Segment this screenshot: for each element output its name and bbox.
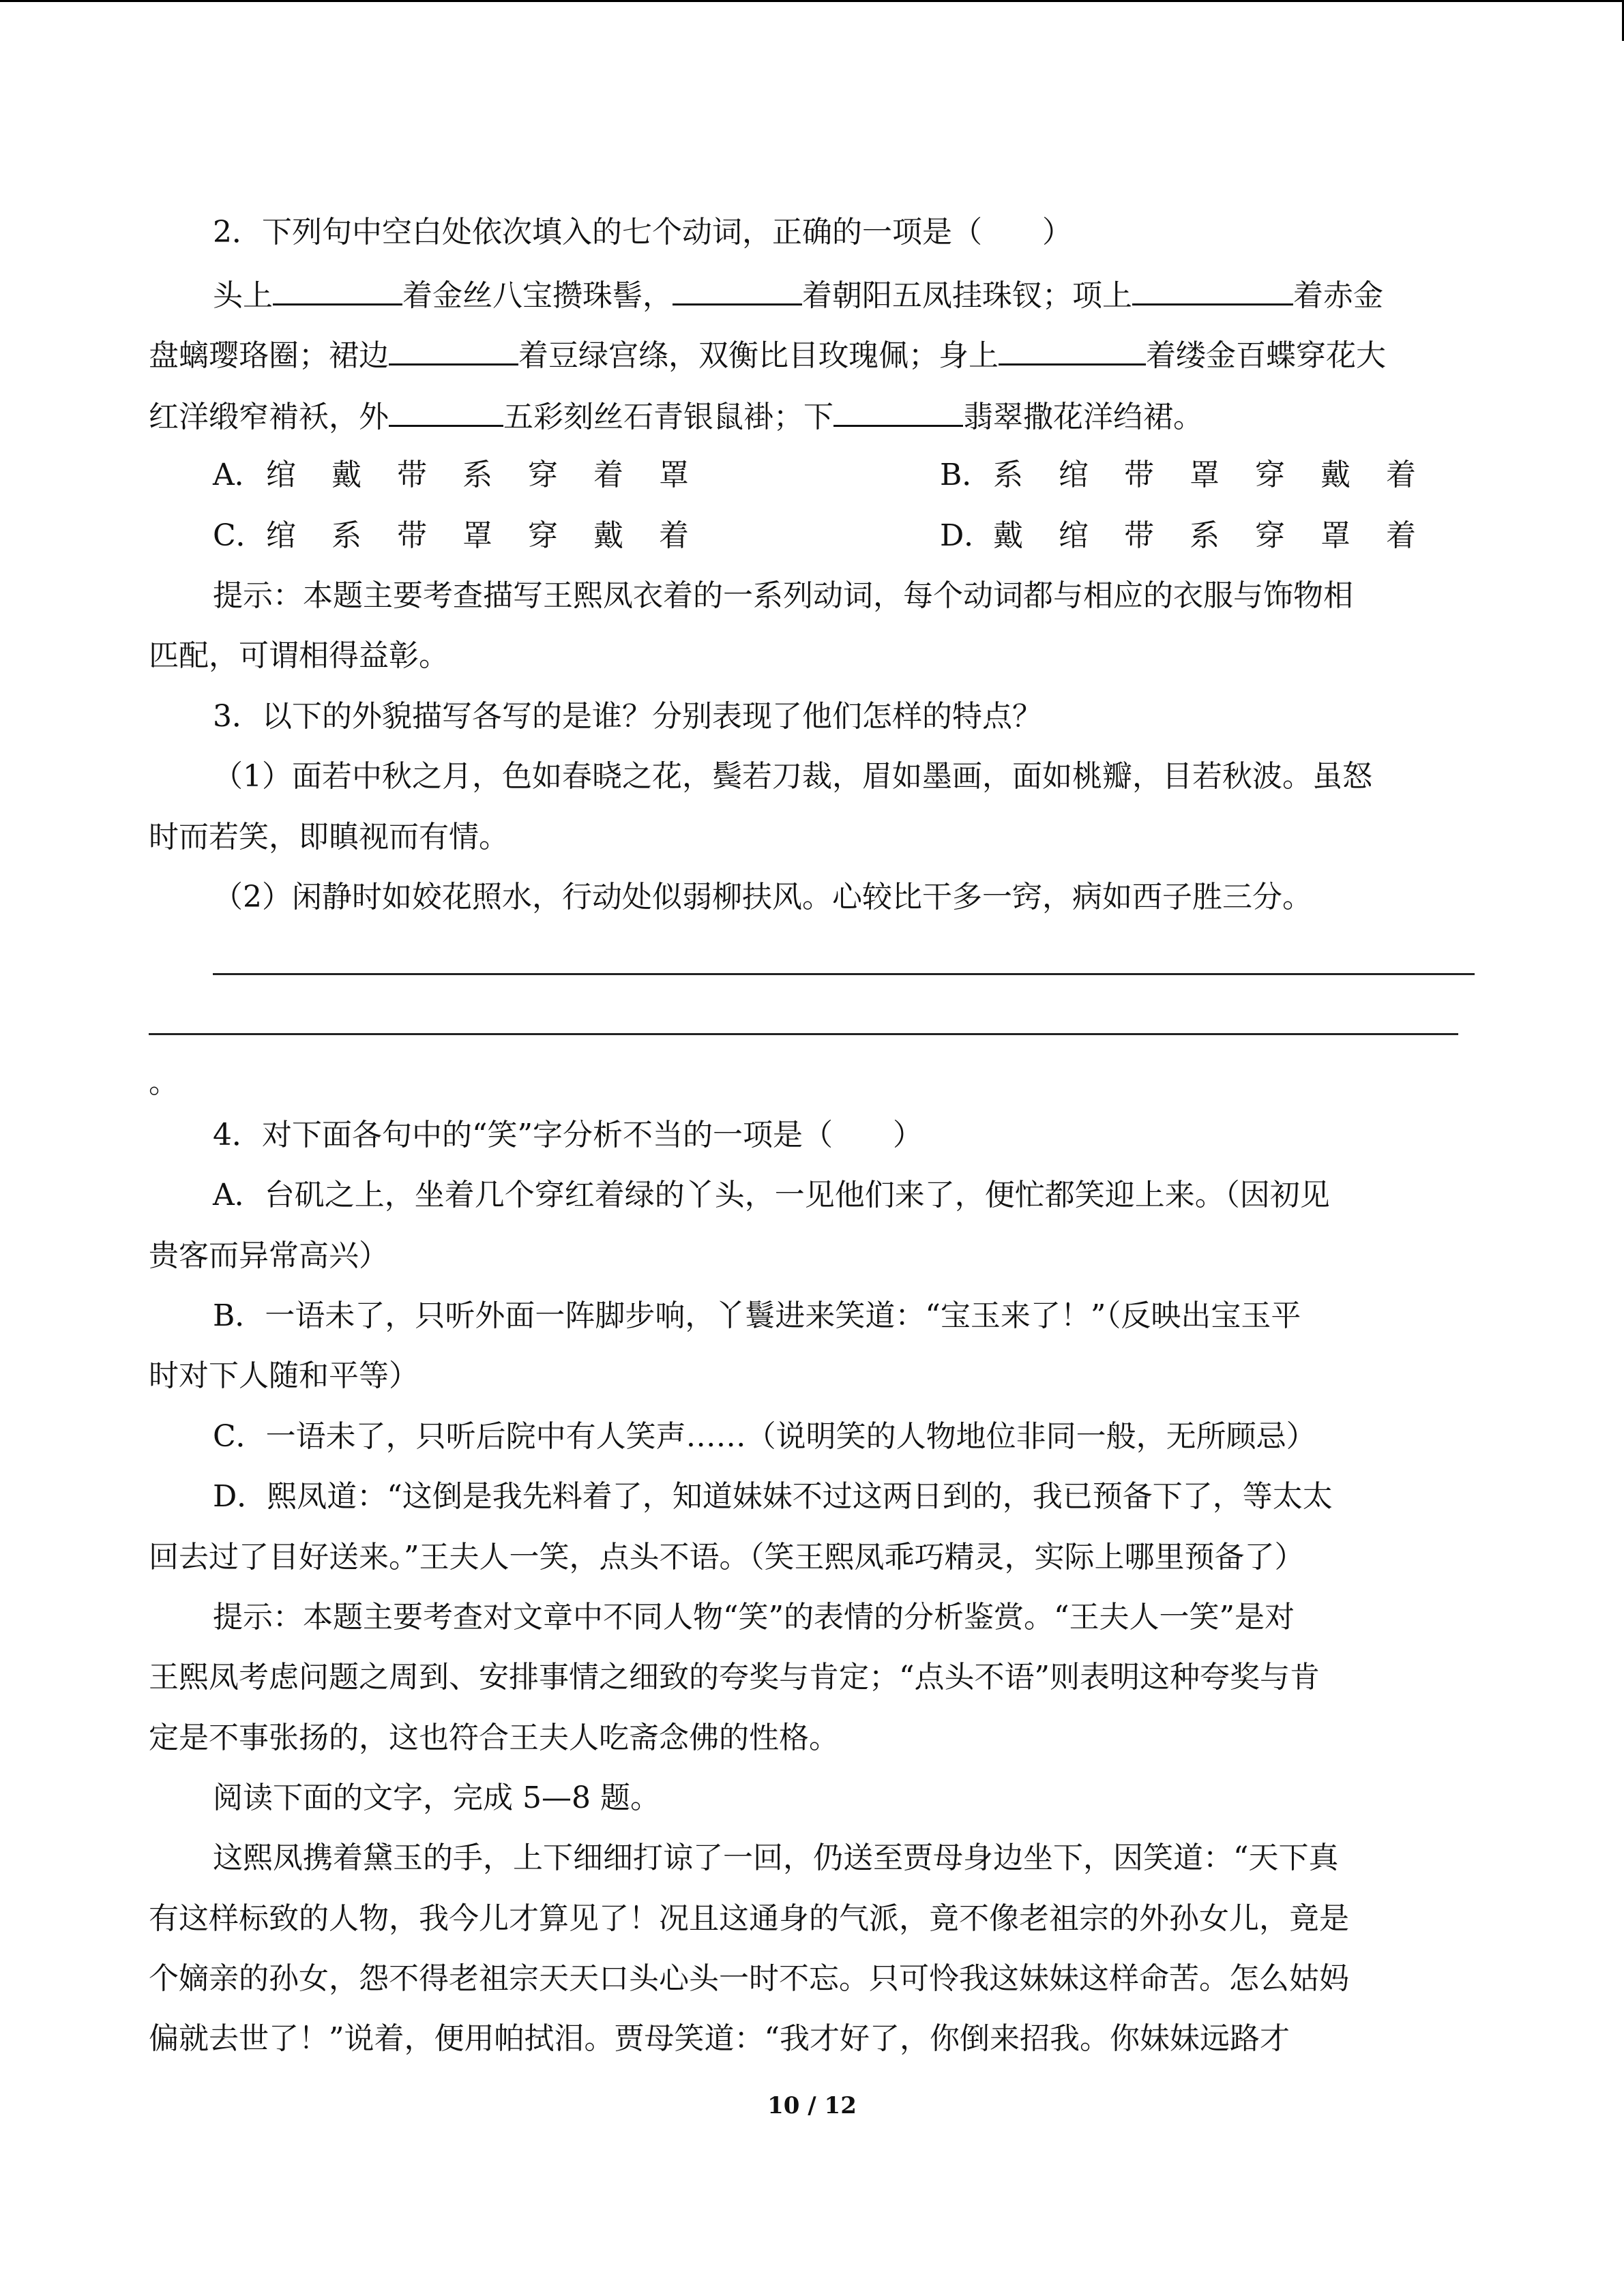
q2-hint: 匹配，可谓相得益彰。: [149, 638, 449, 673]
q4-option-b[interactable]: B．一语未了，只听外面一阵脚步响，丫鬟进来笑道：“宝玉来了！”（反映出宝玉平: [213, 1298, 1301, 1333]
option-word: 绾: [1059, 458, 1089, 492]
q2-seg: 着豆绿宫绦，双衡比目玫瑰佩；身上: [518, 338, 999, 373]
option-word: 绾: [266, 458, 296, 492]
option-d[interactable]: [940, 517, 1451, 555]
option-c[interactable]: [213, 517, 724, 555]
option-word: 罩: [462, 518, 492, 553]
q4-option-d[interactable]: 回去过了目好送来。”王夫人一笑，点头不语。（笑王熙凤乖巧精灵，实际上哪里预备了）: [149, 1540, 1305, 1575]
reading-intro: 阅读下面的文字，完成 5—8 题。: [213, 1780, 660, 1815]
q3-passage-1: （1）面若中秋之月，色如春晓之花，鬓若刀裁，眉如墨画，面如桃瓣，目若秋波。虽怒: [213, 759, 1372, 794]
q2-text: [213, 275, 1383, 315]
option-letter: C．: [213, 518, 266, 553]
option-word: 着: [1386, 458, 1416, 492]
option-word: 穿: [528, 458, 558, 492]
fill-blank-1[interactable]: [273, 275, 402, 305]
option-word: 带: [1124, 518, 1154, 553]
q4-title: 4．对下面各句中的“笑”字分析不当的一项是（ ）: [213, 1118, 923, 1152]
q3-title: 3．以下的外貌描写各写的是谁？分别表现了他们怎样的特点？: [213, 699, 1042, 734]
q2-title: 2．下列句中空白处依次填入的七个动词，正确的一项是（ ）: [213, 215, 1072, 250]
option-word: 着: [659, 518, 689, 553]
q2-seg: 着金丝八宝攒珠髻，: [402, 278, 673, 313]
q4-option-b[interactable]: 时对下人随和平等）: [149, 1358, 419, 1393]
q2-seg: 红洋缎窄褃袄，外: [149, 399, 389, 434]
answer-period: 。: [149, 1065, 179, 1100]
q4-hint: 王熙凤考虑问题之周到、安排事情之细致的夸奖与肯定；“点头不语”则表明这种夸奖与肯: [149, 1660, 1320, 1695]
option-word: 系: [1190, 518, 1220, 553]
option-word: 着: [593, 458, 623, 492]
reading-passage: 个嫡亲的孙女，怨不得老祖宗天天口头心头一时不忘。只可怜我这妹妹这样命苦。怎么姑妈: [149, 1961, 1349, 1996]
q2-seg: 着缕金百蝶穿花大: [1146, 338, 1386, 373]
option-word: 罩: [659, 458, 689, 492]
q2-seg: 五彩刻丝石青银鼠褂；下: [503, 399, 833, 434]
option-b[interactable]: [940, 456, 1451, 494]
option-word: 戴: [993, 518, 1023, 553]
q3-passage-1: 时而若笑，即瞋视而有情。: [149, 820, 509, 854]
option-word: 系: [462, 458, 492, 492]
option-word: 穿: [1255, 518, 1285, 553]
q2-seg: 头上: [213, 278, 273, 313]
fill-blank-2[interactable]: [673, 275, 802, 305]
q4-hint: 提示：本题主要考查对文章中不同人物“笑”的表情的分析鉴赏。“王夫人一笑”是对: [213, 1600, 1295, 1635]
option-word: 带: [1124, 458, 1154, 492]
answer-line-2[interactable]: [149, 1033, 1458, 1035]
page-number: 10 / 12: [767, 2092, 857, 2119]
q4-option-c[interactable]: C．一语未了，只听后院中有人笑声……（说明笑的人物地位非同一般，无所顾忌）: [213, 1419, 1316, 1454]
q2-seg: 着赤金: [1293, 278, 1383, 313]
option-word: 穿: [528, 518, 558, 553]
reading-passage: 这熙凤携着黛玉的手，上下细细打谅了一回，仍送至贾母身边坐下，因笑道：“天下真: [213, 1840, 1339, 1875]
q2-seg: 着朝阳五凤挂珠钗；项上: [802, 278, 1132, 313]
option-word: 着: [1386, 518, 1416, 553]
option-word: 戴: [593, 518, 623, 553]
q4-option-a[interactable]: A．台矶之上，坐着几个穿红着绿的丫头，一见他们来了，便忙都笑迎上来。（因初见: [213, 1178, 1330, 1212]
q2-hint: 提示：本题主要考查描写王熙凤衣着的一系列动词，每个动词都与相应的衣服与饰物相: [213, 578, 1353, 613]
fill-blank-4[interactable]: [389, 335, 518, 366]
option-word: 带: [397, 518, 427, 553]
option-letter: B．: [940, 458, 992, 492]
reading-passage: 偏就去世了！”说着，便用帕拭泪。贾母笑道：“我才好了，你倒来招我。你妹妹远路才: [149, 2021, 1290, 2056]
reading-passage: 有这样标致的人物，我今儿才算见了！况且这通身的气派，竟不像老祖宗的外孙女儿，竟是: [149, 1901, 1349, 1936]
option-word: 穿: [1255, 458, 1285, 492]
option-letter: A．: [213, 458, 265, 492]
q2-seg: 盘螭璎珞圈；裙边: [149, 338, 389, 373]
option-word: 罩: [1190, 458, 1220, 492]
option-word: 绾: [266, 518, 296, 553]
q4-option-d[interactable]: D．熙凤道：“这倒是我先料着了，知道妹妹不过这两日到的，我已预备下了，等太太: [213, 1479, 1333, 1514]
option-word: 系: [331, 518, 361, 553]
q4-hint: 定是不事张扬的，这也符合王夫人吃斋念佛的性格。: [149, 1720, 839, 1755]
option-word: 带: [397, 458, 427, 492]
answer-line-1[interactable]: [213, 973, 1475, 975]
q2-text: [149, 396, 1203, 436]
fill-blank-3[interactable]: [1132, 275, 1293, 305]
option-word: 绾: [1059, 518, 1089, 553]
option-word: 戴: [331, 458, 361, 492]
q2-seg: 翡翠撒花洋绉裙。: [963, 399, 1203, 434]
q2-text: [149, 335, 1386, 375]
option-word: 罩: [1320, 518, 1350, 553]
fill-blank-6[interactable]: [389, 396, 503, 427]
option-word: 戴: [1320, 458, 1350, 492]
q3-passage-2: （2）闲静时如姣花照水，行动处似弱柳扶风。心较比干多一窍，病如西子胜三分。: [213, 880, 1312, 914]
option-a[interactable]: [213, 456, 724, 494]
fill-blank-5[interactable]: [999, 335, 1146, 366]
option-letter: D．: [940, 518, 994, 553]
q4-option-a[interactable]: 贵客而异常高兴）: [149, 1238, 389, 1273]
page-top-border: [0, 0, 1624, 2]
option-word: 系: [993, 458, 1023, 492]
fill-blank-7[interactable]: [833, 396, 963, 427]
